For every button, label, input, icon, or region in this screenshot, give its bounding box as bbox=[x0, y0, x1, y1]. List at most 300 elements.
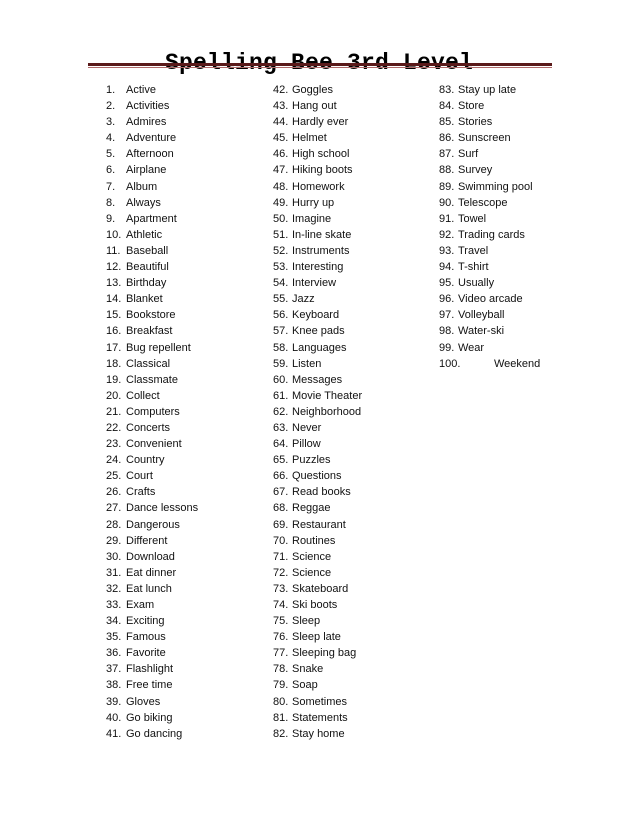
word-text: In-line skate bbox=[292, 228, 352, 241]
word-number: 84. bbox=[439, 100, 455, 113]
word-list-item bbox=[106, 243, 256, 259]
word-list-item bbox=[273, 484, 433, 500]
word-list-item bbox=[273, 259, 433, 275]
word-number: 68. bbox=[273, 502, 289, 515]
word-number: 38. bbox=[106, 679, 122, 692]
word-text: Concerts bbox=[126, 421, 171, 434]
word-number: 100. bbox=[439, 357, 461, 370]
word-number: 72. bbox=[273, 566, 289, 579]
word-text: Computers bbox=[126, 405, 180, 418]
word-list-item bbox=[273, 291, 433, 307]
word-list-item bbox=[106, 517, 256, 533]
word-list-item bbox=[106, 323, 256, 339]
word-text: Volleyball bbox=[458, 309, 505, 322]
word-list-item bbox=[106, 146, 256, 162]
word-text: Instruments bbox=[292, 244, 350, 257]
word-text: Court bbox=[126, 470, 153, 483]
word-number: 3. bbox=[106, 116, 116, 129]
word-text: Pillow bbox=[292, 438, 321, 451]
word-list-item bbox=[106, 195, 256, 211]
word-text: Flashlight bbox=[126, 663, 174, 676]
word-list-item bbox=[106, 565, 256, 581]
word-text: Trading cards bbox=[458, 228, 525, 241]
word-number: 91. bbox=[439, 212, 455, 225]
word-number: 75. bbox=[273, 615, 289, 628]
word-number: 31. bbox=[106, 566, 122, 579]
word-number: 59. bbox=[273, 357, 289, 370]
word-text: Sleeping bag bbox=[292, 647, 357, 660]
title-divider-underline bbox=[88, 67, 552, 68]
word-list-item bbox=[439, 243, 579, 259]
word-list-item bbox=[439, 82, 579, 98]
word-list-item bbox=[439, 114, 579, 130]
word-list-item bbox=[106, 533, 256, 549]
word-number: 83. bbox=[439, 84, 455, 96]
word-text: Read books bbox=[292, 486, 351, 499]
word-list-item bbox=[106, 211, 256, 227]
word-text: Eat dinner bbox=[126, 566, 177, 579]
word-list-item bbox=[106, 179, 256, 195]
word-list-item bbox=[106, 613, 256, 629]
word-text: Sunscreen bbox=[458, 132, 511, 145]
word-list-item bbox=[106, 404, 256, 420]
word-list-item bbox=[273, 323, 433, 339]
word-text: Collect bbox=[126, 389, 160, 402]
word-list-item bbox=[106, 259, 256, 275]
word-text: Adventure bbox=[126, 132, 177, 145]
word-list-item bbox=[273, 404, 433, 420]
word-number: 78. bbox=[273, 663, 289, 676]
word-text: Blanket bbox=[126, 293, 163, 306]
word-list-item bbox=[439, 211, 579, 227]
word-text: Classmate bbox=[126, 373, 178, 386]
word-number: 41. bbox=[106, 727, 122, 740]
word-text: Ski boots bbox=[292, 599, 338, 611]
word-list-item bbox=[106, 629, 256, 645]
word-number: 65. bbox=[273, 454, 289, 467]
word-list-item bbox=[273, 275, 433, 291]
word-text: Skateboard bbox=[292, 582, 349, 595]
word-number: 23. bbox=[106, 438, 122, 451]
word-list-item bbox=[273, 677, 433, 693]
word-list-item bbox=[273, 162, 433, 178]
word-text: Movie Theater bbox=[292, 389, 363, 402]
word-text: Always bbox=[126, 196, 161, 209]
word-list-item bbox=[273, 629, 433, 645]
word-list-item bbox=[106, 710, 256, 726]
word-list-item bbox=[106, 452, 256, 468]
word-list-item bbox=[273, 211, 433, 227]
word-number: 33. bbox=[106, 599, 122, 611]
word-list-item bbox=[106, 372, 256, 388]
word-list-item bbox=[273, 146, 433, 162]
word-number: 77. bbox=[273, 647, 289, 660]
word-text: Jazz bbox=[292, 293, 315, 306]
word-list-item bbox=[273, 388, 433, 404]
word-list-item bbox=[273, 694, 433, 710]
word-number: 14. bbox=[106, 293, 122, 306]
word-text: Exam bbox=[126, 599, 155, 611]
word-number: 42. bbox=[273, 84, 289, 96]
word-number: 93. bbox=[439, 244, 455, 257]
word-text: Athletic bbox=[126, 228, 163, 241]
word-number: 55. bbox=[273, 293, 289, 306]
word-text: Keyboard bbox=[292, 309, 340, 322]
word-list-item bbox=[273, 179, 433, 195]
word-list-item bbox=[439, 259, 579, 275]
word-list-item bbox=[273, 436, 433, 452]
word-text: Download bbox=[126, 550, 175, 563]
word-number: 12. bbox=[106, 261, 122, 274]
word-list-item bbox=[106, 130, 256, 146]
word-text: Hiking boots bbox=[292, 164, 353, 177]
word-number: 71. bbox=[273, 550, 289, 563]
word-text: Helmet bbox=[292, 132, 327, 145]
word-list-column-3 bbox=[439, 82, 579, 372]
word-list-item bbox=[273, 98, 433, 114]
word-number: 10. bbox=[106, 228, 122, 241]
word-text: Imagine bbox=[292, 212, 332, 225]
word-number: 54. bbox=[273, 277, 289, 290]
word-text: Survey bbox=[458, 164, 493, 177]
word-number: 66. bbox=[273, 470, 289, 483]
word-text: Dance lessons bbox=[126, 502, 199, 515]
word-list-item bbox=[273, 726, 433, 742]
word-list-item bbox=[273, 130, 433, 146]
word-list-item bbox=[106, 694, 256, 710]
word-number: 28. bbox=[106, 518, 122, 531]
word-text: Hang out bbox=[292, 100, 337, 113]
word-number: 82. bbox=[273, 727, 289, 740]
word-list-column-1 bbox=[106, 82, 256, 742]
word-number: 92. bbox=[439, 228, 455, 241]
word-list-item bbox=[106, 388, 256, 404]
word-list-item bbox=[106, 340, 256, 356]
word-list-item bbox=[273, 613, 433, 629]
word-number: 46. bbox=[273, 148, 289, 161]
word-number: 56. bbox=[273, 309, 289, 322]
word-text: Stay up late bbox=[458, 84, 517, 96]
word-number: 25. bbox=[106, 470, 122, 483]
word-list-item bbox=[273, 645, 433, 661]
word-number: 43. bbox=[273, 100, 289, 113]
word-number: 81. bbox=[273, 711, 289, 724]
word-list-item bbox=[273, 710, 433, 726]
word-number: 17. bbox=[106, 341, 122, 354]
word-list-item bbox=[106, 436, 256, 452]
word-text: Snake bbox=[292, 663, 324, 676]
word-number: 44. bbox=[273, 116, 289, 129]
word-number: 64. bbox=[273, 438, 289, 451]
word-list-item bbox=[273, 533, 433, 549]
word-text: Dangerous bbox=[126, 518, 180, 531]
word-text: Beautiful bbox=[126, 261, 169, 274]
word-text: Water-ski bbox=[458, 325, 505, 338]
word-list-item bbox=[273, 468, 433, 484]
word-list-item bbox=[106, 645, 256, 661]
word-number: 39. bbox=[106, 695, 122, 708]
word-text: Stay home bbox=[292, 727, 345, 740]
word-text: High school bbox=[292, 148, 350, 161]
word-number: 49. bbox=[273, 196, 289, 209]
word-text: Science bbox=[292, 566, 332, 579]
word-text: Country bbox=[126, 454, 165, 467]
word-list-item bbox=[106, 661, 256, 677]
word-text: Puzzles bbox=[292, 454, 331, 467]
word-list-item bbox=[106, 549, 256, 565]
word-number: 13. bbox=[106, 277, 122, 290]
word-number: 15. bbox=[106, 309, 122, 322]
word-number: 96. bbox=[439, 293, 455, 306]
word-number: 2. bbox=[106, 100, 116, 113]
word-text: Apartment bbox=[126, 212, 177, 225]
word-text: Admires bbox=[126, 116, 167, 129]
word-list-item bbox=[273, 114, 433, 130]
word-text: Activities bbox=[126, 100, 170, 113]
word-text: Eat lunch bbox=[126, 582, 172, 595]
word-list-item bbox=[273, 82, 433, 98]
word-number: 50. bbox=[273, 212, 289, 225]
word-text: Famous bbox=[126, 631, 166, 644]
word-list-item bbox=[439, 340, 579, 356]
word-text: Stories bbox=[458, 116, 493, 129]
word-list-item bbox=[106, 726, 256, 742]
word-number: 27. bbox=[106, 502, 122, 515]
word-list-item bbox=[273, 452, 433, 468]
word-number: 5. bbox=[106, 148, 116, 161]
word-number: 11. bbox=[106, 244, 121, 257]
word-text: Never bbox=[292, 421, 322, 434]
word-text: Goggles bbox=[292, 84, 333, 96]
word-number: 60. bbox=[273, 373, 289, 386]
word-list-item bbox=[439, 98, 579, 114]
word-number: 8. bbox=[106, 196, 116, 209]
word-text: Routines bbox=[292, 534, 336, 547]
word-text: Interview bbox=[292, 277, 337, 290]
word-number: 63. bbox=[273, 421, 289, 434]
word-text: Telescope bbox=[458, 196, 508, 209]
word-number: 86. bbox=[439, 132, 455, 145]
word-number: 51. bbox=[273, 228, 289, 241]
word-list-item bbox=[439, 291, 579, 307]
word-list-item bbox=[106, 597, 256, 613]
word-list-item bbox=[273, 597, 433, 613]
word-text: Bookstore bbox=[126, 309, 176, 322]
word-list-item bbox=[106, 98, 256, 114]
word-list-item bbox=[439, 227, 579, 243]
word-number: 97. bbox=[439, 309, 455, 322]
word-list-item bbox=[439, 307, 579, 323]
word-number: 76. bbox=[273, 631, 289, 644]
word-text: Classical bbox=[126, 357, 171, 370]
word-list-item bbox=[106, 677, 256, 693]
word-list-item bbox=[273, 500, 433, 516]
word-number: 40. bbox=[106, 711, 122, 724]
word-text: Surf bbox=[458, 148, 479, 161]
word-text: Crafts bbox=[126, 486, 156, 499]
word-list-item bbox=[439, 179, 579, 195]
word-list-item bbox=[106, 275, 256, 291]
word-text: Bug repellent bbox=[126, 341, 191, 354]
word-number: 22. bbox=[106, 421, 122, 434]
word-list-item bbox=[106, 356, 256, 372]
word-text: Wear bbox=[458, 341, 485, 354]
word-text: Birthday bbox=[126, 277, 167, 290]
word-number: 47. bbox=[273, 164, 289, 177]
word-text: Statements bbox=[292, 711, 348, 724]
word-number: 29. bbox=[106, 534, 122, 547]
word-text: Different bbox=[126, 534, 168, 547]
word-text: Questions bbox=[292, 470, 342, 483]
word-number: 87. bbox=[439, 148, 455, 161]
word-number: 90. bbox=[439, 196, 455, 209]
word-list-item bbox=[273, 227, 433, 243]
word-text: Homework bbox=[292, 180, 345, 193]
word-list-item bbox=[439, 162, 579, 178]
word-number: 98. bbox=[439, 325, 455, 338]
word-text: Store bbox=[458, 100, 485, 113]
word-list-item bbox=[273, 356, 433, 372]
word-number: 74. bbox=[273, 599, 289, 611]
word-number: 79. bbox=[273, 679, 289, 692]
word-number: 67. bbox=[273, 486, 289, 499]
word-number: 9. bbox=[106, 212, 116, 225]
word-list-item bbox=[106, 82, 256, 98]
word-text: Favorite bbox=[126, 647, 166, 660]
word-text: Airplane bbox=[126, 164, 167, 177]
word-text: Neighborhood bbox=[292, 405, 362, 418]
word-text: Hurry up bbox=[292, 196, 335, 209]
word-number: 24. bbox=[106, 454, 122, 467]
word-text: Free time bbox=[126, 679, 173, 692]
word-number: 62. bbox=[273, 405, 289, 418]
word-list-item bbox=[273, 565, 433, 581]
word-text: Video arcade bbox=[458, 293, 523, 306]
word-number: 1. bbox=[106, 84, 116, 96]
word-text: Reggae bbox=[292, 502, 331, 515]
word-text: Usually bbox=[458, 277, 495, 290]
word-text: Gloves bbox=[126, 695, 161, 708]
word-number: 19. bbox=[106, 373, 122, 386]
word-list-item bbox=[106, 468, 256, 484]
word-number: 88. bbox=[439, 164, 455, 177]
word-list-item bbox=[273, 307, 433, 323]
word-number: 35. bbox=[106, 631, 122, 644]
word-number: 36. bbox=[106, 647, 122, 660]
word-number: 34. bbox=[106, 615, 122, 628]
word-number: 21. bbox=[106, 405, 122, 418]
word-list-item bbox=[273, 517, 433, 533]
word-text: Sometimes bbox=[292, 695, 348, 708]
word-text: Weekend bbox=[494, 357, 541, 370]
word-list-item bbox=[439, 146, 579, 162]
word-number: 70. bbox=[273, 534, 289, 547]
word-list-item bbox=[273, 340, 433, 356]
word-number: 20. bbox=[106, 389, 122, 402]
word-text: Baseball bbox=[126, 244, 169, 257]
word-number: 30. bbox=[106, 550, 122, 563]
word-text: Active bbox=[126, 84, 156, 96]
title-divider bbox=[88, 63, 552, 66]
word-number: 18. bbox=[106, 357, 122, 370]
word-list-item bbox=[439, 275, 579, 291]
word-number: 45. bbox=[273, 132, 289, 145]
word-text: Album bbox=[126, 180, 158, 193]
word-number: 48. bbox=[273, 180, 289, 193]
word-number: 26. bbox=[106, 486, 122, 499]
word-number: 53. bbox=[273, 261, 289, 274]
word-text: Knee pads bbox=[292, 325, 345, 338]
word-text: Sleep late bbox=[292, 631, 341, 644]
word-number: 69. bbox=[273, 518, 289, 531]
word-text: Convenient bbox=[126, 438, 182, 451]
word-text: Travel bbox=[458, 244, 489, 257]
word-text: Towel bbox=[458, 212, 487, 225]
word-text: Swimming pool bbox=[458, 180, 533, 193]
word-text: Breakfast bbox=[126, 325, 173, 338]
word-number: 6. bbox=[106, 164, 116, 177]
word-text: Interesting bbox=[292, 261, 344, 274]
word-text: Exciting bbox=[126, 615, 165, 628]
word-number: 16. bbox=[106, 325, 122, 338]
word-number: 57. bbox=[273, 325, 289, 338]
word-list-item bbox=[273, 195, 433, 211]
word-text: Science bbox=[292, 550, 332, 563]
word-list-item bbox=[273, 549, 433, 565]
word-list-item bbox=[273, 661, 433, 677]
word-list-item bbox=[106, 291, 256, 307]
word-list-item bbox=[439, 323, 579, 339]
word-list-column-2 bbox=[273, 82, 433, 742]
word-list-item bbox=[273, 581, 433, 597]
word-number: 52. bbox=[273, 244, 289, 257]
word-list-item bbox=[439, 195, 579, 211]
word-list-item bbox=[106, 581, 256, 597]
word-list-item bbox=[439, 356, 579, 372]
word-number: 89. bbox=[439, 180, 455, 193]
word-number: 85. bbox=[439, 116, 455, 129]
word-text: Go biking bbox=[126, 711, 173, 724]
word-text: T-shirt bbox=[458, 261, 489, 274]
word-number: 95. bbox=[439, 277, 455, 290]
word-number: 4. bbox=[106, 132, 116, 145]
word-list-item bbox=[106, 307, 256, 323]
word-list-item bbox=[106, 420, 256, 436]
word-text: Messages bbox=[292, 373, 343, 386]
word-number: 94. bbox=[439, 261, 455, 274]
word-text: Sleep bbox=[292, 615, 321, 628]
word-list-item bbox=[106, 484, 256, 500]
word-text: Restaurant bbox=[292, 518, 346, 531]
word-text: Languages bbox=[292, 341, 347, 354]
word-number: 80. bbox=[273, 695, 289, 708]
word-number: 73. bbox=[273, 582, 289, 595]
word-number: 61. bbox=[273, 389, 289, 402]
word-number: 37. bbox=[106, 663, 122, 676]
word-list-item bbox=[273, 420, 433, 436]
word-text: Hardly ever bbox=[292, 116, 349, 129]
word-list-item bbox=[106, 114, 256, 130]
word-list-item bbox=[106, 500, 256, 516]
word-list-item bbox=[106, 227, 256, 243]
word-text: Listen bbox=[292, 357, 322, 370]
word-text: Soap bbox=[292, 679, 318, 692]
word-list-item bbox=[273, 372, 433, 388]
word-number: 32. bbox=[106, 582, 122, 595]
word-number: 58. bbox=[273, 341, 289, 354]
word-text: Go dancing bbox=[126, 727, 183, 740]
word-list-item bbox=[439, 130, 579, 146]
